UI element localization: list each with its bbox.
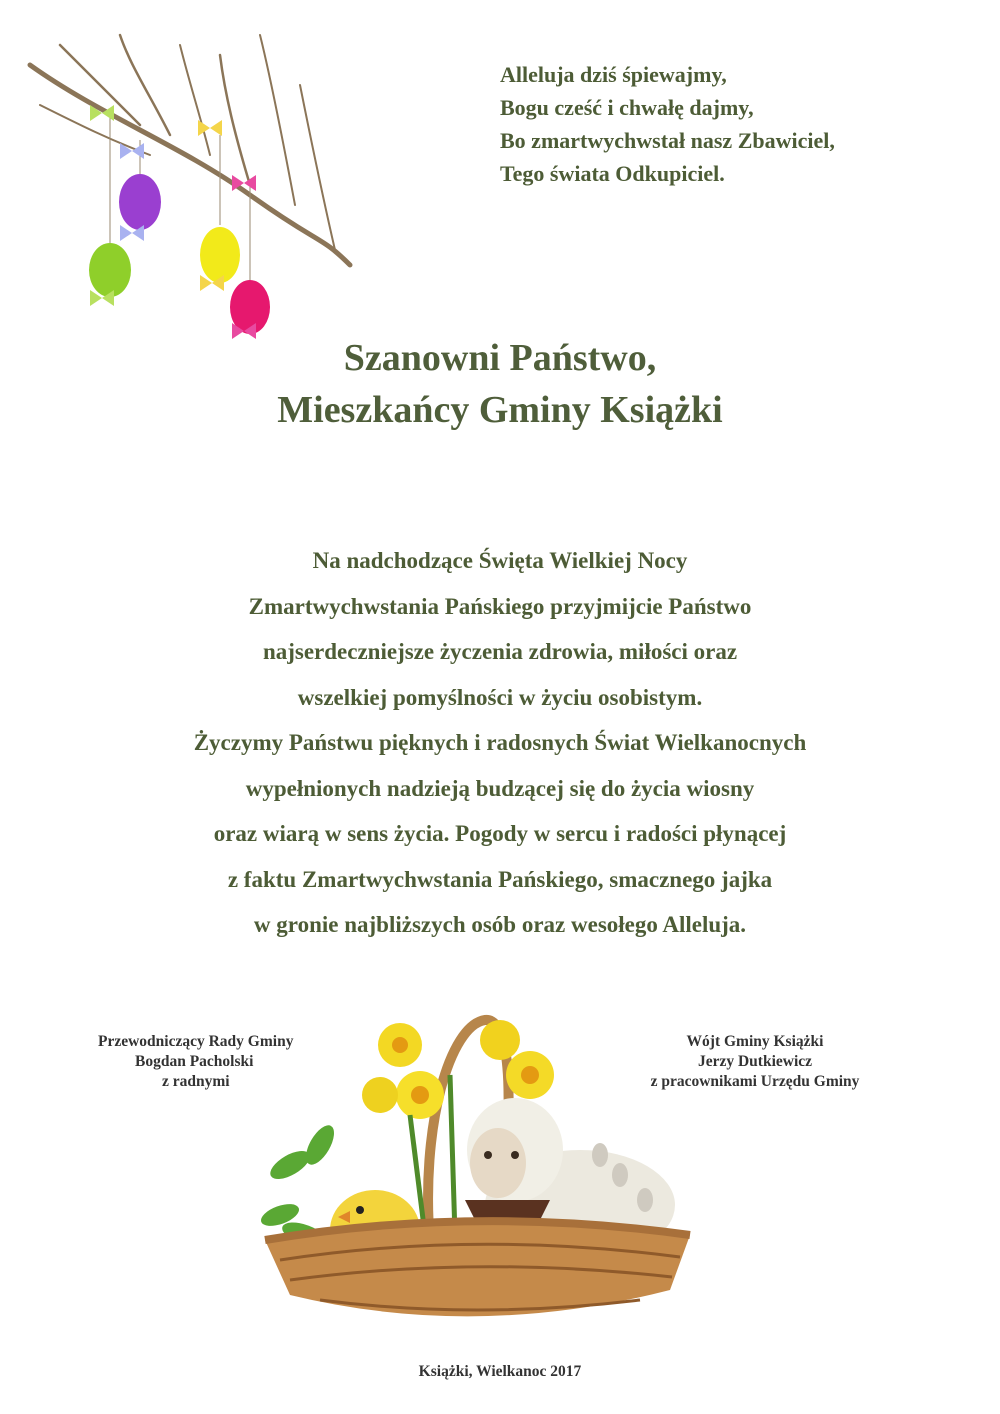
wishes-line: z faktu Zmartwychwstania Pańskiego, smacznego jajka <box>227 866 773 892</box>
poem-line: Bo zmartwychwstał nasz Zbawiciel, <box>500 128 835 153</box>
signature-right-title: Wójt Gminy Książki <box>686 1033 824 1050</box>
signature-right-name: Jerzy Dutkiewicz <box>697 1053 813 1070</box>
wishes-line: wszelkiej pomyślności w życiu osobistym. <box>297 684 703 710</box>
wishes-line: oraz wiarą w sens życia. Pogody w sercu i radości płynącej <box>213 821 787 846</box>
wishes-line: Zmartwychwstania Pańskiego przyjmijcie Państwo <box>248 593 752 619</box>
greeting-line: Mieszkańcy Gminy Książki <box>277 389 723 431</box>
wishes-line: najserdeczniejsze życzenia zdrowia, miłości oraz <box>262 639 738 664</box>
signature-right-with: z pracownikami Urzędu Gminy <box>650 1073 860 1090</box>
wishes-text <box>0 538 1000 948</box>
poem-line: Bogu cześć i chwałę dajmy, <box>500 95 754 120</box>
easter-branch-with-eggs-icon <box>20 25 360 355</box>
signature-left-title: Przewodniczący Rady Gminy <box>98 1033 294 1050</box>
greeting-line: Szanowni Państwo, <box>343 337 657 379</box>
wishes-line: wypełnionych nadzieją budzącej się do życia wiosny <box>245 775 755 801</box>
poem-line: Tego świata Odkupiciel. <box>500 161 725 186</box>
wishes-line: Na nadchodzące Święta Wielkiej Nocy <box>312 548 688 573</box>
poem-line: Alleluja dziś śpiewajmy, <box>500 62 727 87</box>
wishes-line: Życzymy Państwu pięknych i radosnych Świat Wielkanocnych <box>193 730 807 755</box>
poem <box>500 58 835 190</box>
wishes-line: w gronie najbliższych osób oraz wesołego Alleluja. <box>253 912 747 937</box>
signature-left-name: Bogdan Pacholski <box>135 1053 254 1070</box>
greeting-heading <box>0 332 1000 436</box>
easter-basket-icon <box>250 1005 700 1345</box>
signature-left-with: z radnymi <box>162 1073 230 1090</box>
footer-place-date: Książki, Wielkanoc 2017 <box>418 1363 582 1380</box>
